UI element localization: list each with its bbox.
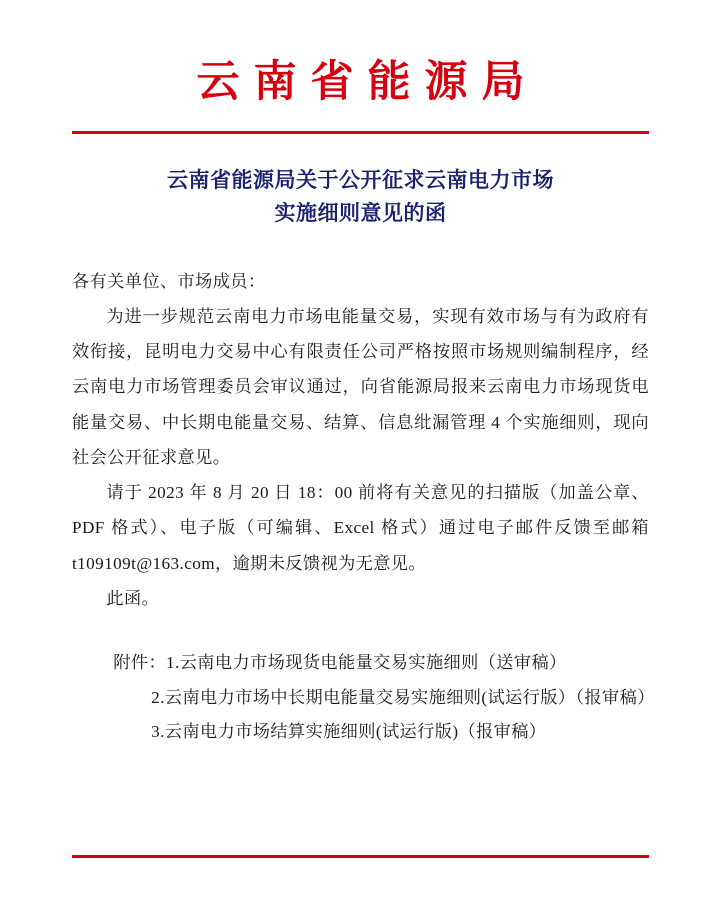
body-paragraph-1: 为进一步规范云南电力市场电能量交易，实现有效市场与有为政府有效衔接，昆明电力交易中心有限责任公司严格按照市场规则编制程序，经云南电力市场管理委员会审议通过，向省能源局报来云南电力市场现货电能量交易、中长期电能量交易、结算、信息纰漏管理 4 个实施细则，现向社会公开征求意见。 — [72, 306, 649, 467]
body-paragraph-3: 此函。 — [106, 588, 160, 608]
attachment-item-3: 3.云南电力市场结算实施细则(试运行版)（报审稿） — [151, 722, 547, 741]
issuing-agency-title: 云南省能源局 — [196, 59, 539, 106]
body-paragraph-2: 请于 2023 年 8 月 20 日 18：00 前将有关意见的扫描版（加盖公章、PDF 格式）、电子版（可编辑、Excel 格式）通过电子邮件反馈至邮箱 t109109t@163.com，逾期未反馈视为无意见。 — [72, 483, 649, 573]
attachment-list — [72, 646, 655, 749]
footer-divider-rule — [72, 855, 649, 858]
document-body — [72, 264, 649, 617]
header-divider-rule — [72, 131, 649, 134]
attachment-item-1: 附件：1.云南电力市场现货电能量交易实施细则（送审稿） — [113, 653, 567, 673]
document-title-line-1: 云南省能源局关于公开征求云南电力市场 — [167, 168, 554, 193]
document-title-line-2: 实施细则意见的函 — [274, 200, 447, 225]
document-title — [72, 164, 649, 229]
attachment-item-2: 2.云南电力市场中长期电能量交易实施细则(试运行版）（报审稿） — [151, 687, 655, 707]
masthead — [72, 0, 649, 107]
salutation: 各有关单位、市场成员： — [72, 271, 266, 291]
